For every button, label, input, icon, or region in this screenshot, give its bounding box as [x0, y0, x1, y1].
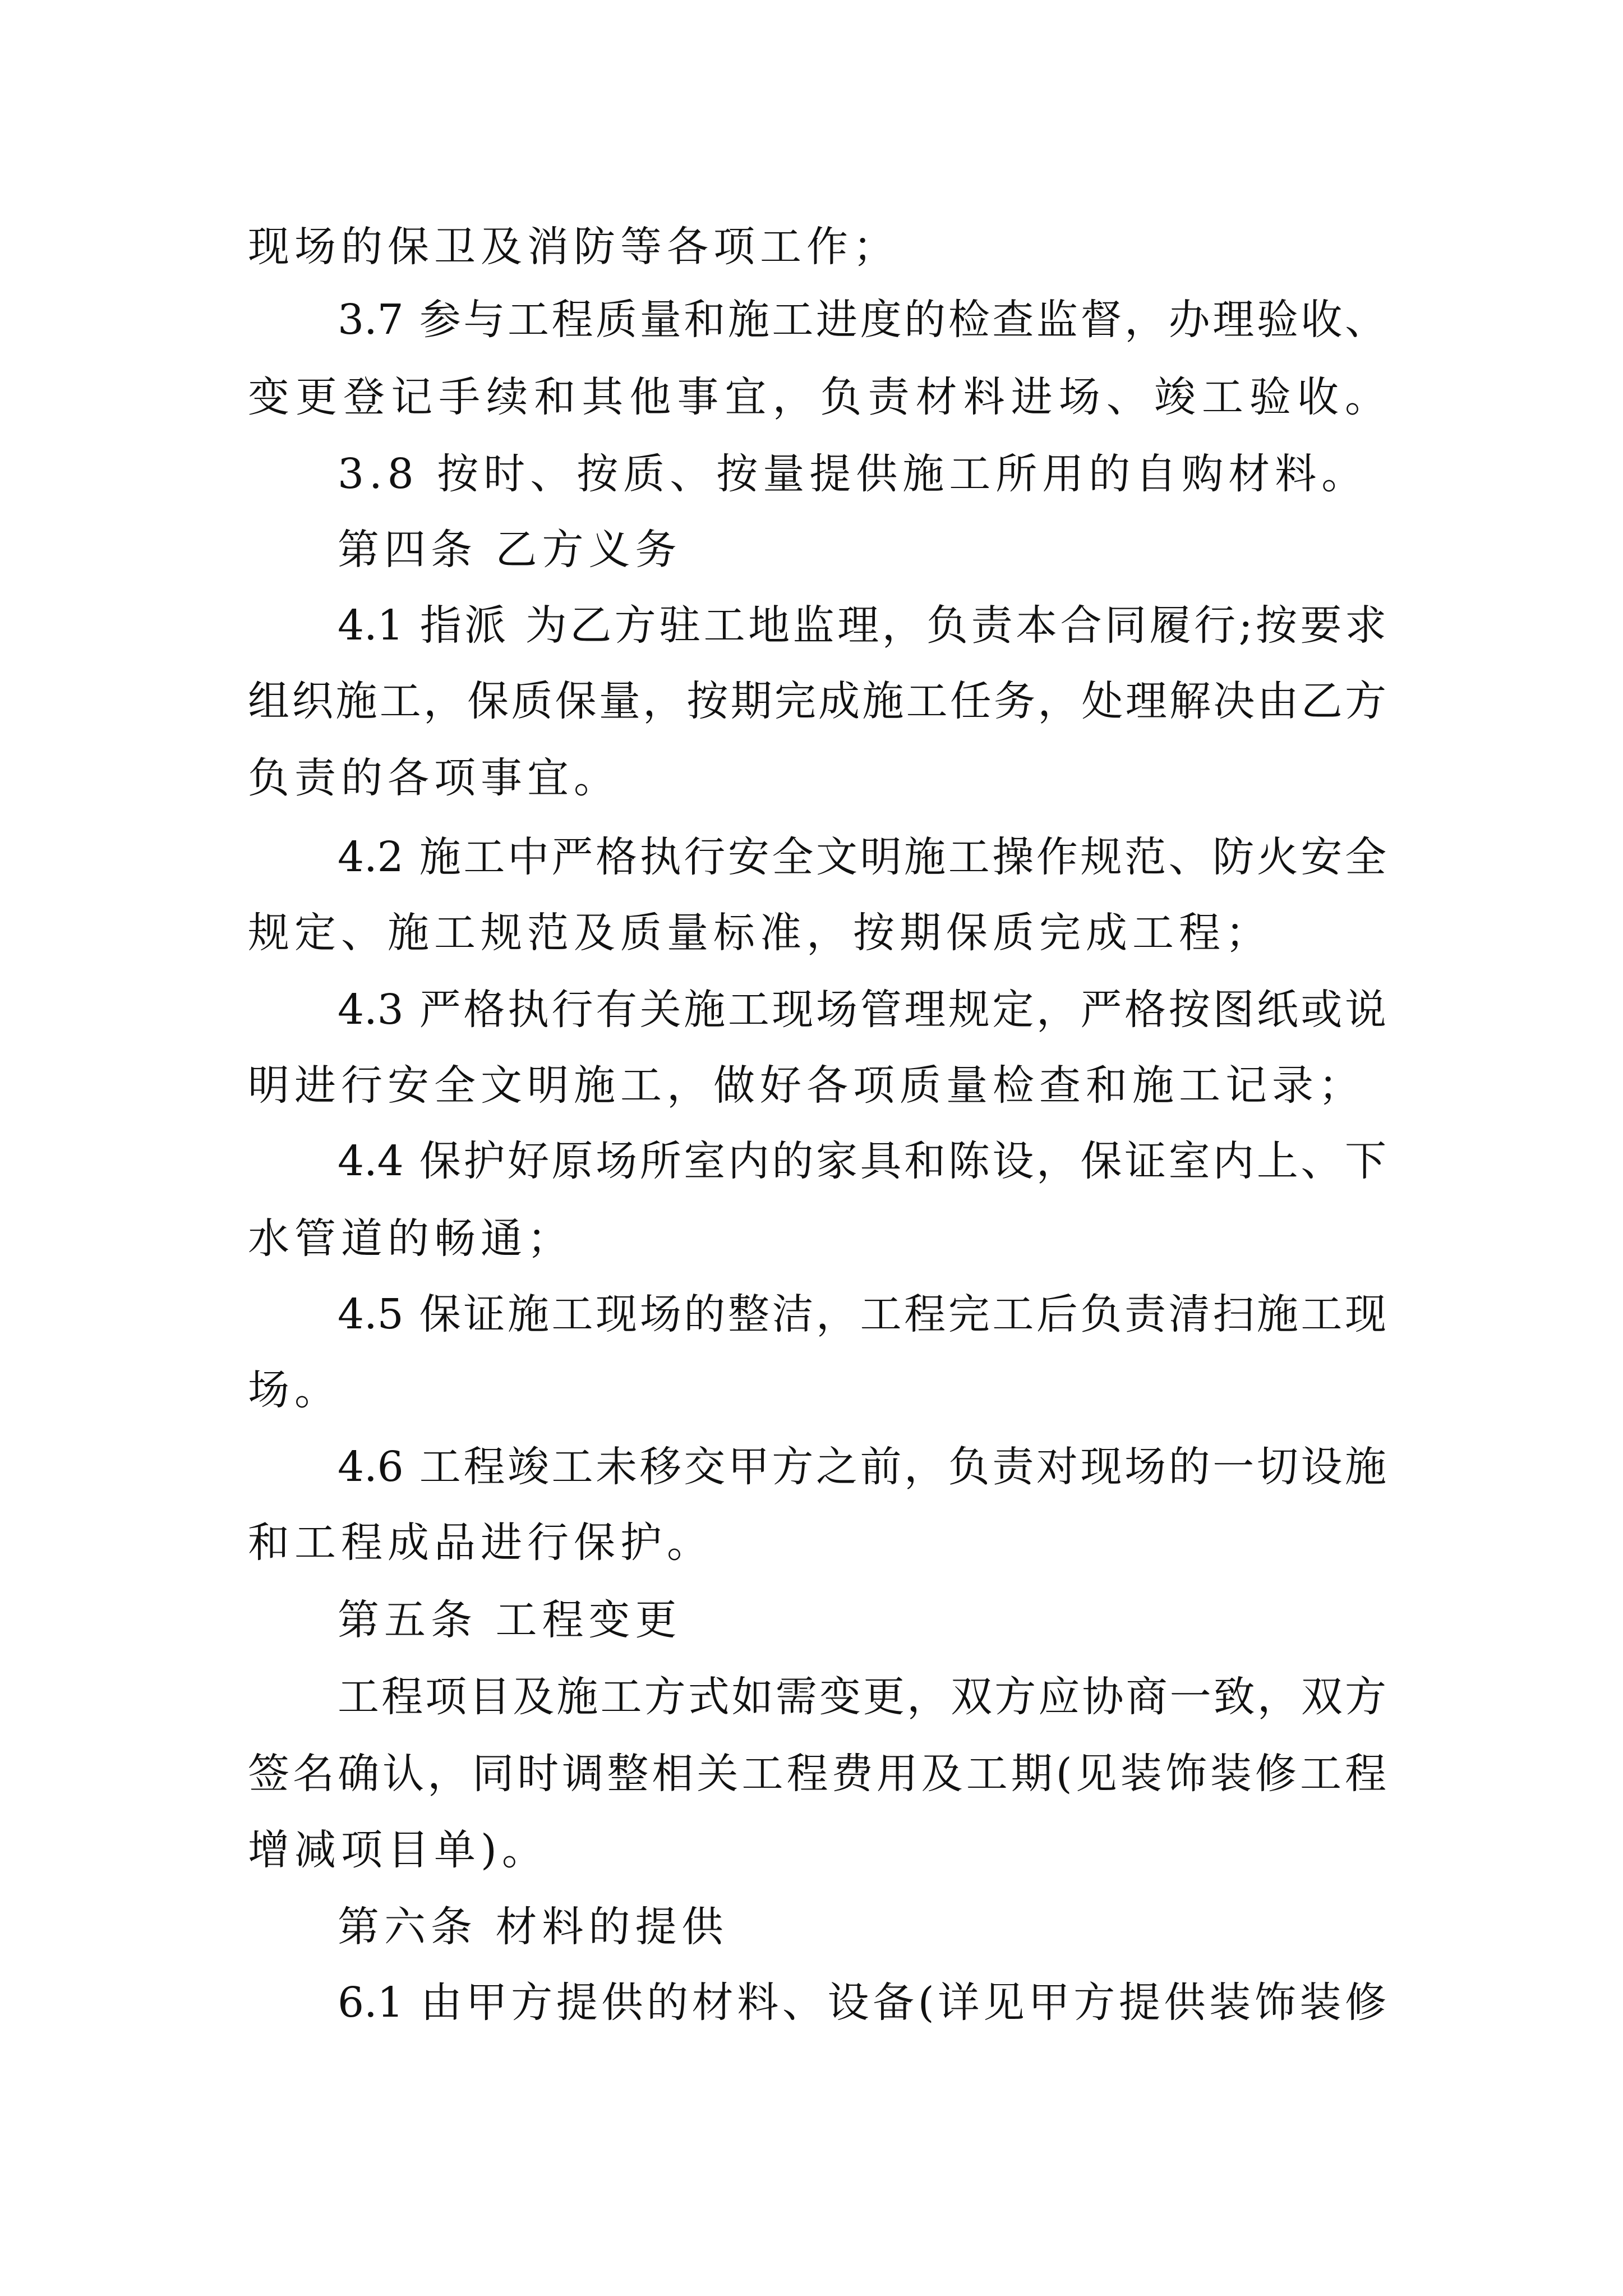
- text-line: 4.6 工程竣工未移交甲方之前，负责对现场的一切设施: [338, 1443, 1386, 1491]
- text-line: 4.1 指派 为乙方驻工地监理，负责本合同履行;按要求: [338, 601, 1386, 650]
- section-heading: 第五条 工程变更: [338, 1596, 682, 1644]
- section-heading: 第六条 材料的提供: [338, 1903, 728, 1951]
- text-line: 4.3 严格执行有关施工现场管理规定，严格按图纸或说: [338, 986, 1386, 1034]
- text-line: 4.5 保证施工现场的整洁，工程完工后负责清扫施工现: [338, 1290, 1386, 1338]
- text-line: 签名确认，同时调整相关工程费用及工期(见装饰装修工程: [248, 1750, 1386, 1798]
- text-line: 3.7 参与工程质量和施工进度的检查监督，办理验收、: [338, 296, 1386, 344]
- text-line: 变更登记手续和其他事宜，负责材料进场、竣工验收。: [248, 373, 1386, 421]
- text-line: 明进行安全文明施工，做好各项质量检查和施工记录；: [248, 1061, 1365, 1110]
- text-line: 场。: [248, 1366, 341, 1414]
- text-line: 6.1 由甲方提供的材料、设备(详见甲方提供装饰装修: [338, 1978, 1386, 2027]
- text-line: 组织施工，保质保量，按期完成施工任务，处理解决由乙方: [248, 677, 1386, 725]
- text-line: 规定、施工规范及质量标准，按期保质完成工程；: [248, 909, 1272, 957]
- text-line: 和工程成品进行保护。: [248, 1519, 713, 1567]
- text-line: 增减项目单)。: [248, 1826, 548, 1874]
- text-line: 水管道的畅通；: [248, 1214, 574, 1263]
- text-line: 现场的保卫及消防等各项工作；: [248, 223, 900, 271]
- section-heading: 第四条 乙方义务: [338, 526, 682, 574]
- text-line: 4.2 施工中严格执行安全文明施工操作规范、防火安全: [338, 833, 1386, 881]
- text-line: 3.8 按时、按质、按量提供施工所用的自购材料。: [338, 450, 1368, 498]
- text-line: 工程项目及施工方式如需变更，双方应协商一致，双方: [338, 1673, 1386, 1721]
- text-line: 负责的各项事宜。: [248, 754, 620, 802]
- text-line: 4.4 保护好原场所室内的家具和陈设，保证室内上、下: [338, 1137, 1386, 1185]
